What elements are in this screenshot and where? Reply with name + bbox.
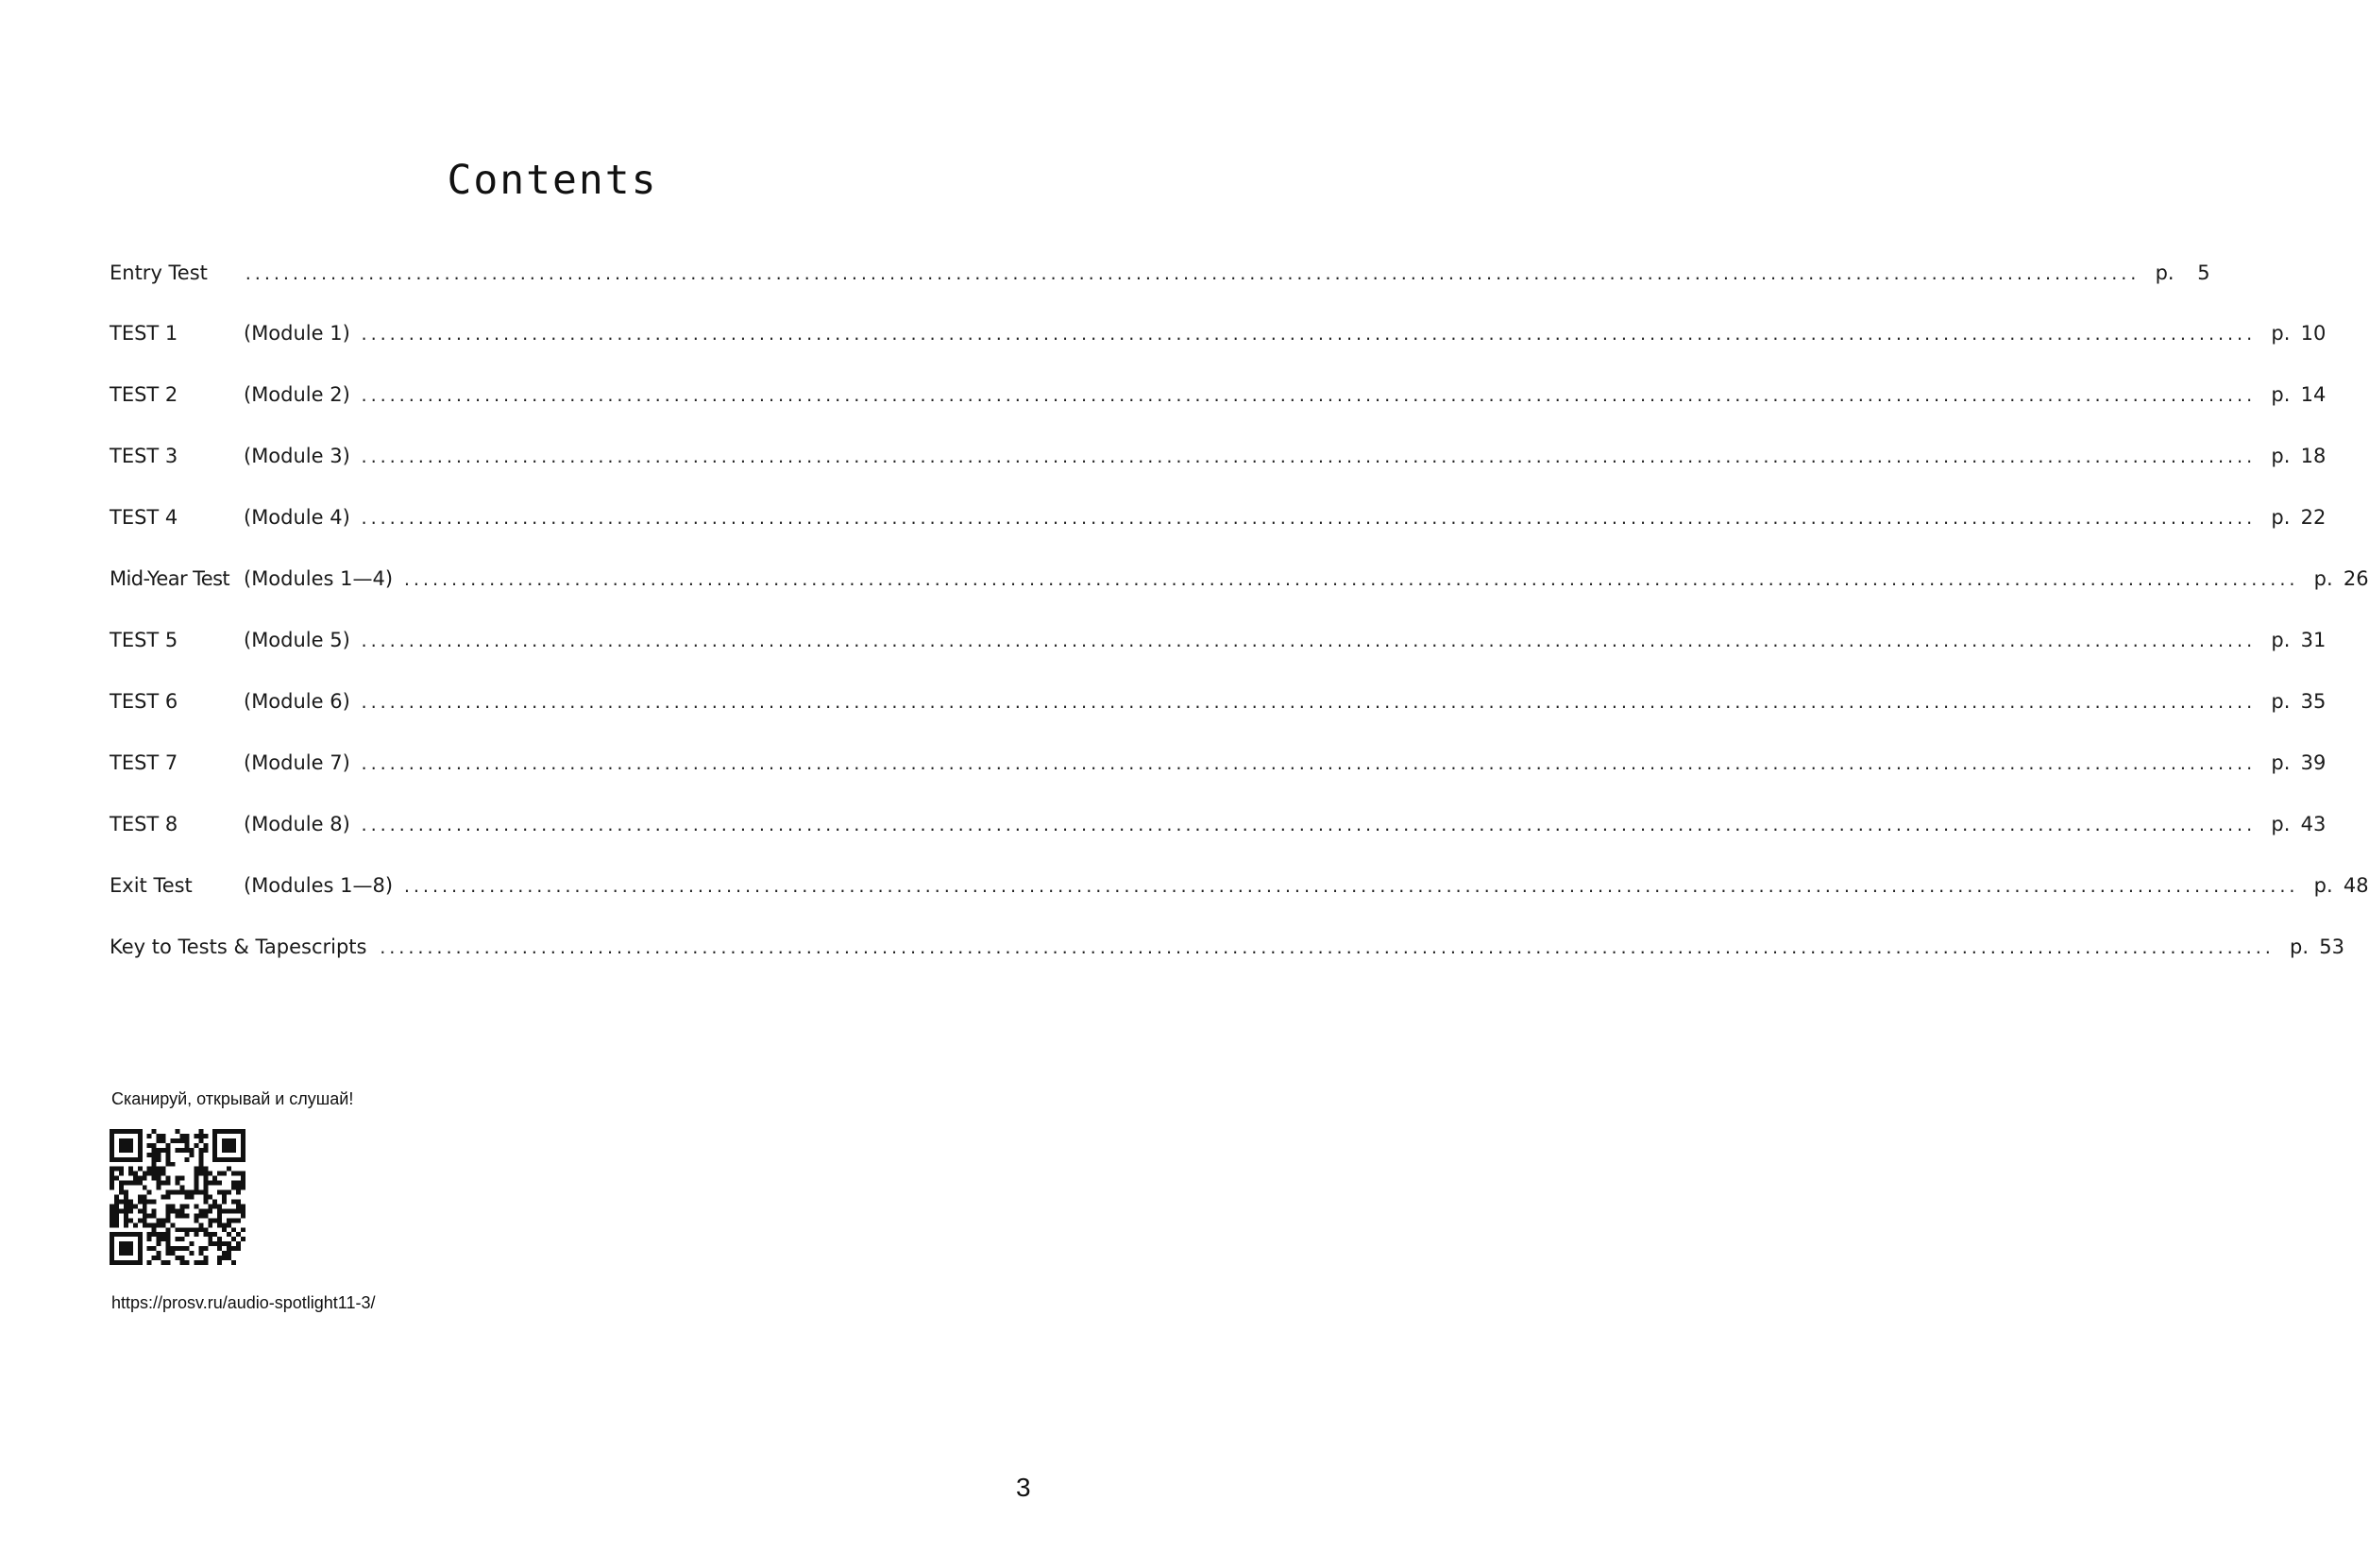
toc-entry-module: (Module 2) bbox=[244, 383, 350, 406]
toc-entry-test-8[interactable] bbox=[110, 813, 2327, 841]
page-number-footer: 3 bbox=[1016, 1473, 1031, 1502]
toc-entry-label: TEST 8 bbox=[110, 813, 178, 835]
toc-entry-module: (Module 3) bbox=[244, 445, 350, 467]
page-number: 39 bbox=[2300, 751, 2327, 774]
page-prefix: p. bbox=[2271, 445, 2291, 467]
toc-entry-exit-test[interactable] bbox=[110, 874, 2369, 902]
toc-entry-key-to-tests[interactable] bbox=[110, 936, 2345, 964]
toc-entry-module: (Module 8) bbox=[244, 813, 350, 835]
page-number: 18 bbox=[2300, 445, 2327, 467]
toc-entry-module: (Module 6) bbox=[244, 690, 350, 713]
toc-entry-mid-year-test[interactable] bbox=[110, 567, 2369, 596]
dot-leader: ........................................................................................................................................................................................................ bbox=[402, 878, 2297, 896]
dot-leader: ........................................................................................................................................................................................................ bbox=[359, 817, 2255, 835]
page-prefix: p. bbox=[2313, 567, 2333, 590]
page-number: 26 bbox=[2343, 567, 2369, 590]
toc-entry-label: Exit Test bbox=[110, 874, 193, 897]
page-number: 48 bbox=[2343, 874, 2369, 897]
page-number: 5 bbox=[2197, 261, 2210, 284]
toc-entry-label: TEST 5 bbox=[110, 629, 178, 651]
qr-code-icon[interactable] bbox=[110, 1129, 245, 1265]
toc-entry-label: TEST 2 bbox=[110, 383, 178, 406]
toc-entry-label: TEST 3 bbox=[110, 445, 178, 467]
page-prefix: p. bbox=[2271, 383, 2291, 406]
page-number: 31 bbox=[2300, 629, 2327, 651]
toc-entry-label: Key to Tests & Tapescripts bbox=[110, 936, 367, 958]
page-prefix: p. bbox=[2313, 874, 2333, 897]
toc-entry-label: TEST 4 bbox=[110, 506, 178, 529]
toc-entry-label: TEST 7 bbox=[110, 751, 178, 774]
page-prefix: p. bbox=[2271, 322, 2291, 345]
dot-leader: ........................................................................................................................................................................................................ bbox=[359, 632, 2255, 650]
scan-prompt: Сканируй, открывай и слушай! bbox=[111, 1089, 354, 1108]
dot-leader: ........................................................................................................................................................................................................ bbox=[359, 326, 2255, 344]
page-prefix: p. bbox=[2271, 629, 2291, 651]
toc-entry-test-6[interactable] bbox=[110, 690, 2327, 718]
dot-leader: ........................................................................................................................................................................................................ bbox=[359, 448, 2255, 466]
toc-entry-entry-test[interactable] bbox=[110, 261, 2210, 290]
toc-entry-label: Entry Test bbox=[110, 261, 208, 284]
dot-leader: ........................................................................................................................................................................................................ bbox=[359, 694, 2255, 712]
toc-entry-module: (Modules 1—4) bbox=[244, 567, 394, 590]
toc-entry-label: TEST 1 bbox=[110, 322, 178, 345]
dot-leader: ........................................................................................................................................................................................................ bbox=[359, 387, 2255, 405]
toc-entry-test-7[interactable] bbox=[110, 751, 2327, 780]
dot-leader: ........................................................................................................................................................................................................ bbox=[378, 939, 2274, 957]
page-number: 22 bbox=[2300, 506, 2327, 529]
toc-entry-module: (Modules 1—8) bbox=[244, 874, 394, 897]
dot-leader: ........................................................................................................................................................................................................ bbox=[359, 755, 2255, 773]
audio-link[interactable]: https://prosv.ru/audio-spotlight11-3/ bbox=[111, 1293, 376, 1312]
page-number: 14 bbox=[2300, 383, 2327, 406]
toc-entry-module: (Module 7) bbox=[244, 751, 350, 774]
toc-entry-module: (Module 1) bbox=[244, 322, 350, 345]
toc-entry-test-3[interactable] bbox=[110, 445, 2327, 473]
page-prefix: p. bbox=[2271, 506, 2291, 529]
toc-entry-test-1[interactable] bbox=[110, 322, 2327, 350]
page-prefix: p. bbox=[2271, 690, 2291, 713]
toc-entry-test-5[interactable] bbox=[110, 629, 2327, 657]
page-number: 53 bbox=[2319, 936, 2345, 958]
toc-entry-test-4[interactable] bbox=[110, 506, 2327, 534]
page-prefix: p. bbox=[2290, 936, 2310, 958]
dot-leader: ........................................................................................................................................................................................................ bbox=[402, 571, 2297, 589]
dot-leader: ........................................................................................................................................................................................................ bbox=[359, 510, 2255, 528]
toc-entry-module: (Module 5) bbox=[244, 629, 350, 651]
page-prefix: p. bbox=[2271, 751, 2291, 774]
page-number: 43 bbox=[2300, 813, 2327, 835]
page-number: 35 bbox=[2300, 690, 2327, 713]
dot-leader: ........................................................................................................................................................................................................ bbox=[244, 265, 2139, 283]
toc-entry-label: TEST 6 bbox=[110, 690, 178, 713]
page-number: 10 bbox=[2300, 322, 2327, 345]
toc-entry-label: Mid-Year Test bbox=[110, 567, 230, 590]
page-prefix: p. bbox=[2155, 261, 2174, 284]
toc-entry-module: (Module 4) bbox=[244, 506, 350, 529]
toc-entry-test-2[interactable] bbox=[110, 383, 2327, 412]
page-title: Contents bbox=[447, 157, 658, 204]
page-prefix: p. bbox=[2271, 813, 2291, 835]
